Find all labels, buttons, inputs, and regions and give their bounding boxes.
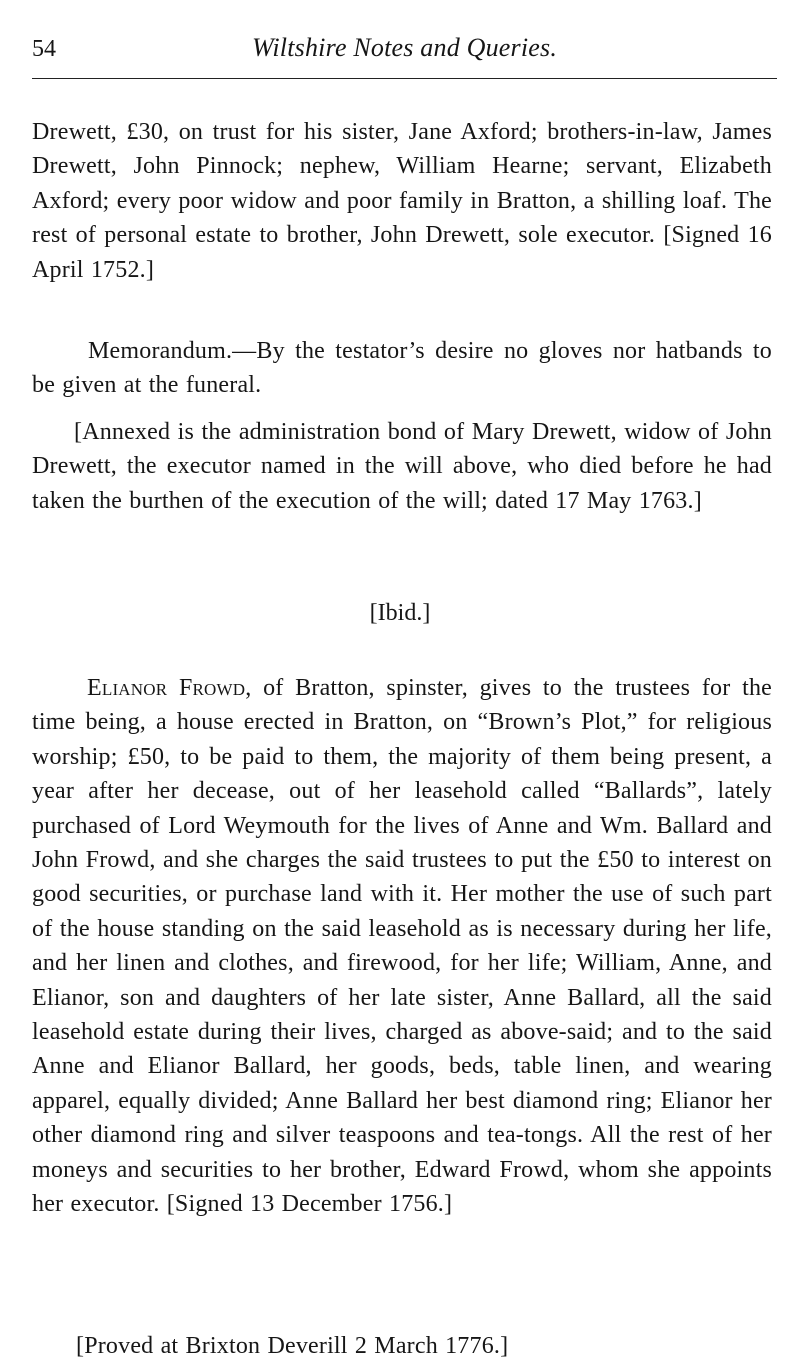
frowd-will-text: , of Bratton, spinster, gives to the trustees for the time being, a house erected in Bratton, on “Brown’s Plot,” for religious worship; £50, to be paid to them, the majority of them being present, a year after her decease, out of her leasehold called “Ballards”, lately purchased of Lord Weymouth for the lives of Anne and Wm. Ballard and John Frowd, and she charges the said trustees to put the £50 to interest on good securities, or purchase land with it. Her mother the use of such part of the house standing on the said leasehold as is necessary during her life, and her linen and clothes, and firewood, for her life; William, Anne, and Elianor, son and daughters of her late sister, Anne Ballard, all the said leasehold estate during their lives, charged as above-said; and to the said Anne and Elianor Ballard, her goods, beds, table linen, and wearing apparel, equally divided; Anne Ballard her best diamond ring; Elianor her other diamond ring and silver teaspoons and tea-tongs. All the rest of her moneys and securities to her brother, Edward Frowd, whom she appoints her executor. [Signed 13 December 1756.]: [32, 675, 772, 1218]
annexed-bond-paragraph: [Annexed is the administration bond of Mary Drewett, widow of John Drewett, the executor named in the will above, who died before he had taken the burthen of the execution of the will; dated 17 May 1763.]: [32, 419, 772, 514]
page-number: 54: [32, 36, 56, 62]
probate-note: [Proved at Brixton Deverill 2 March 1776.]: [76, 1333, 509, 1359]
section-heading-ibid: [Ibid.]: [369, 600, 431, 626]
running-title: Wiltshire Notes and Queries.: [251, 33, 558, 62]
testator-name: Elianor Frowd: [87, 675, 246, 701]
will-paragraph-frowd: [32, 671, 772, 1222]
memorandum-paragraph: Memorandum.—By the testator’s desire no gloves nor hatbands to be given at the funeral.: [32, 338, 772, 399]
will-paragraph-drewett: Drewett, £30, on trust for his sister, Jane Axford; brothers-in-law, James Drewett, John Pinnock; nephew, William Hearne; servant, Elizabeth Axford; every poor widow and poor family in Bratton, a shilling loaf. The rest of personal estate to brother, John Drewett, sole executor. [Signed 16 April 1752.]: [32, 119, 772, 283]
header-rule: [32, 78, 777, 79]
page-header: [32, 28, 777, 68]
